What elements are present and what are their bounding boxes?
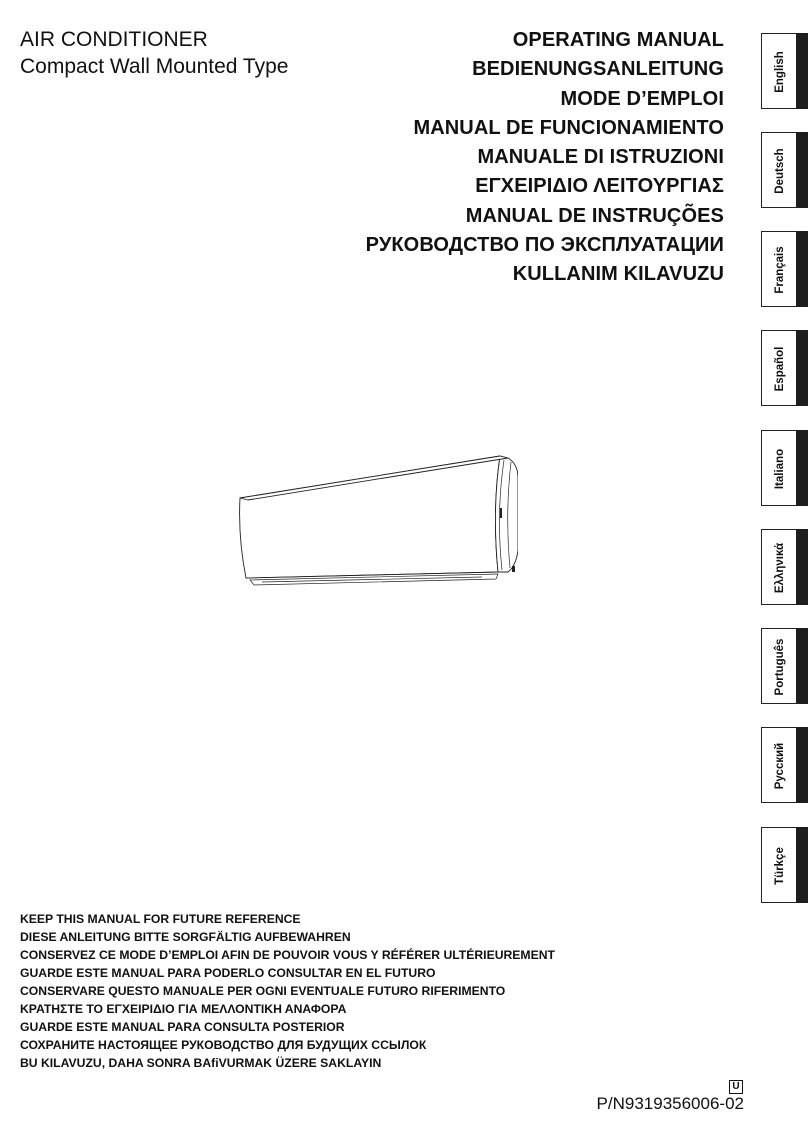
language-tab-portugues[interactable] xyxy=(761,628,808,704)
keep-reference-note: ΚΡΑΤΗΣΤΕ ΤΟ ΕΓΧΕΙΡΙΔΙΟ ΓΙΑ ΜΕΛΛΟΝΤΙΚΗ ΑΝΑΦΟΡΑ xyxy=(20,1002,347,1016)
part-number: P/N9319356006-02 xyxy=(596,1094,744,1113)
manual-title: ΕΓΧΕΙΡΙΔΙΟ ΛΕΙΤΟΥΡΓΙΑΣ xyxy=(475,175,724,198)
language-tab-label: Türkçe xyxy=(774,847,786,885)
product-category: AIR CONDITIONER xyxy=(20,28,208,51)
manual-title: MODE D’EMPLOI xyxy=(560,87,724,110)
keep-reference-note: СОХРАНИТЕ НАСТОЯЩЕЕ РУКОВОДСТВО ДЛЯ БУДУЩИХ ССЫЛОК xyxy=(20,1038,427,1052)
language-tab-english[interactable] xyxy=(761,33,808,109)
language-tab-espanol[interactable] xyxy=(761,330,808,406)
language-tab-label: Français xyxy=(774,246,786,294)
manual-title: OPERATING MANUAL xyxy=(512,29,724,51)
keep-reference-note: BU KILAVUZU, DAHA SONRA BAfiVURMAK ÜZERE SAKLAYIN xyxy=(20,1056,382,1070)
manual-title: MANUALE DI ISTRUZIONI xyxy=(477,146,724,169)
language-tab-turkce[interactable] xyxy=(761,827,808,903)
keep-reference-note: KEEP THIS MANUAL FOR FUTURE REFERENCE xyxy=(20,912,301,926)
keep-reference-note: GUARDE ESTE MANUAL PARA PODERLO CONSULTAR EN EL FUTURO xyxy=(20,966,436,980)
keep-reference-notes xyxy=(20,910,555,1072)
product-type: Compact Wall Mounted Type xyxy=(20,55,289,78)
language-tab-italiano[interactable] xyxy=(761,430,808,506)
language-tab-label: Español xyxy=(774,346,786,392)
language-tab-label: Русский xyxy=(774,742,786,790)
manual-title: KULLANIM KILAVUZU xyxy=(512,263,724,286)
manual-title: РУКОВОДСТВО ПО ЭКСПЛУАТАЦИИ xyxy=(365,234,724,257)
manual-title: BEDIENUNGSANLEITUNG xyxy=(472,58,724,81)
language-tab-label: Italiano xyxy=(774,448,786,490)
language-tab-label: Português xyxy=(774,638,786,696)
keep-reference-note: CONSERVARE QUESTO MANUALE PER OGNI EVENTUALE FUTURO RIFERIMENTO xyxy=(20,984,506,998)
manual-title: MANUAL DE INSTRUÇÕES xyxy=(465,204,724,227)
manual-title: MANUAL DE FUNCIONAMIENTO xyxy=(413,116,724,139)
language-tab-label: Deutsch xyxy=(774,148,786,194)
keep-reference-note: CONSERVEZ CE MODE D’EMPLOI AFIN DE POUVOIR VOUS Y RÉFÉRER ULTÉRIEUREMENT xyxy=(20,948,555,962)
language-tab-francais[interactable] xyxy=(761,231,808,307)
language-tab-deutsch[interactable] xyxy=(761,132,808,208)
language-tab-label: English xyxy=(774,51,786,93)
air-conditioner-unit-icon xyxy=(232,450,518,590)
boxed-mark-icon: U xyxy=(729,1080,743,1094)
language-tab-russian[interactable] xyxy=(761,727,808,803)
language-tabs xyxy=(760,0,808,1142)
keep-reference-note: GUARDE ESTE MANUAL PARA CONSULTA POSTERIOR xyxy=(20,1020,345,1034)
language-tab-label: Ελληνικά xyxy=(774,542,786,594)
manual-titles xyxy=(204,26,724,290)
language-tab-greek[interactable] xyxy=(761,529,808,605)
keep-reference-note: DIESE ANLEITUNG BITTE SORGFÄLTIG AUFBEWAHREN xyxy=(20,930,351,944)
